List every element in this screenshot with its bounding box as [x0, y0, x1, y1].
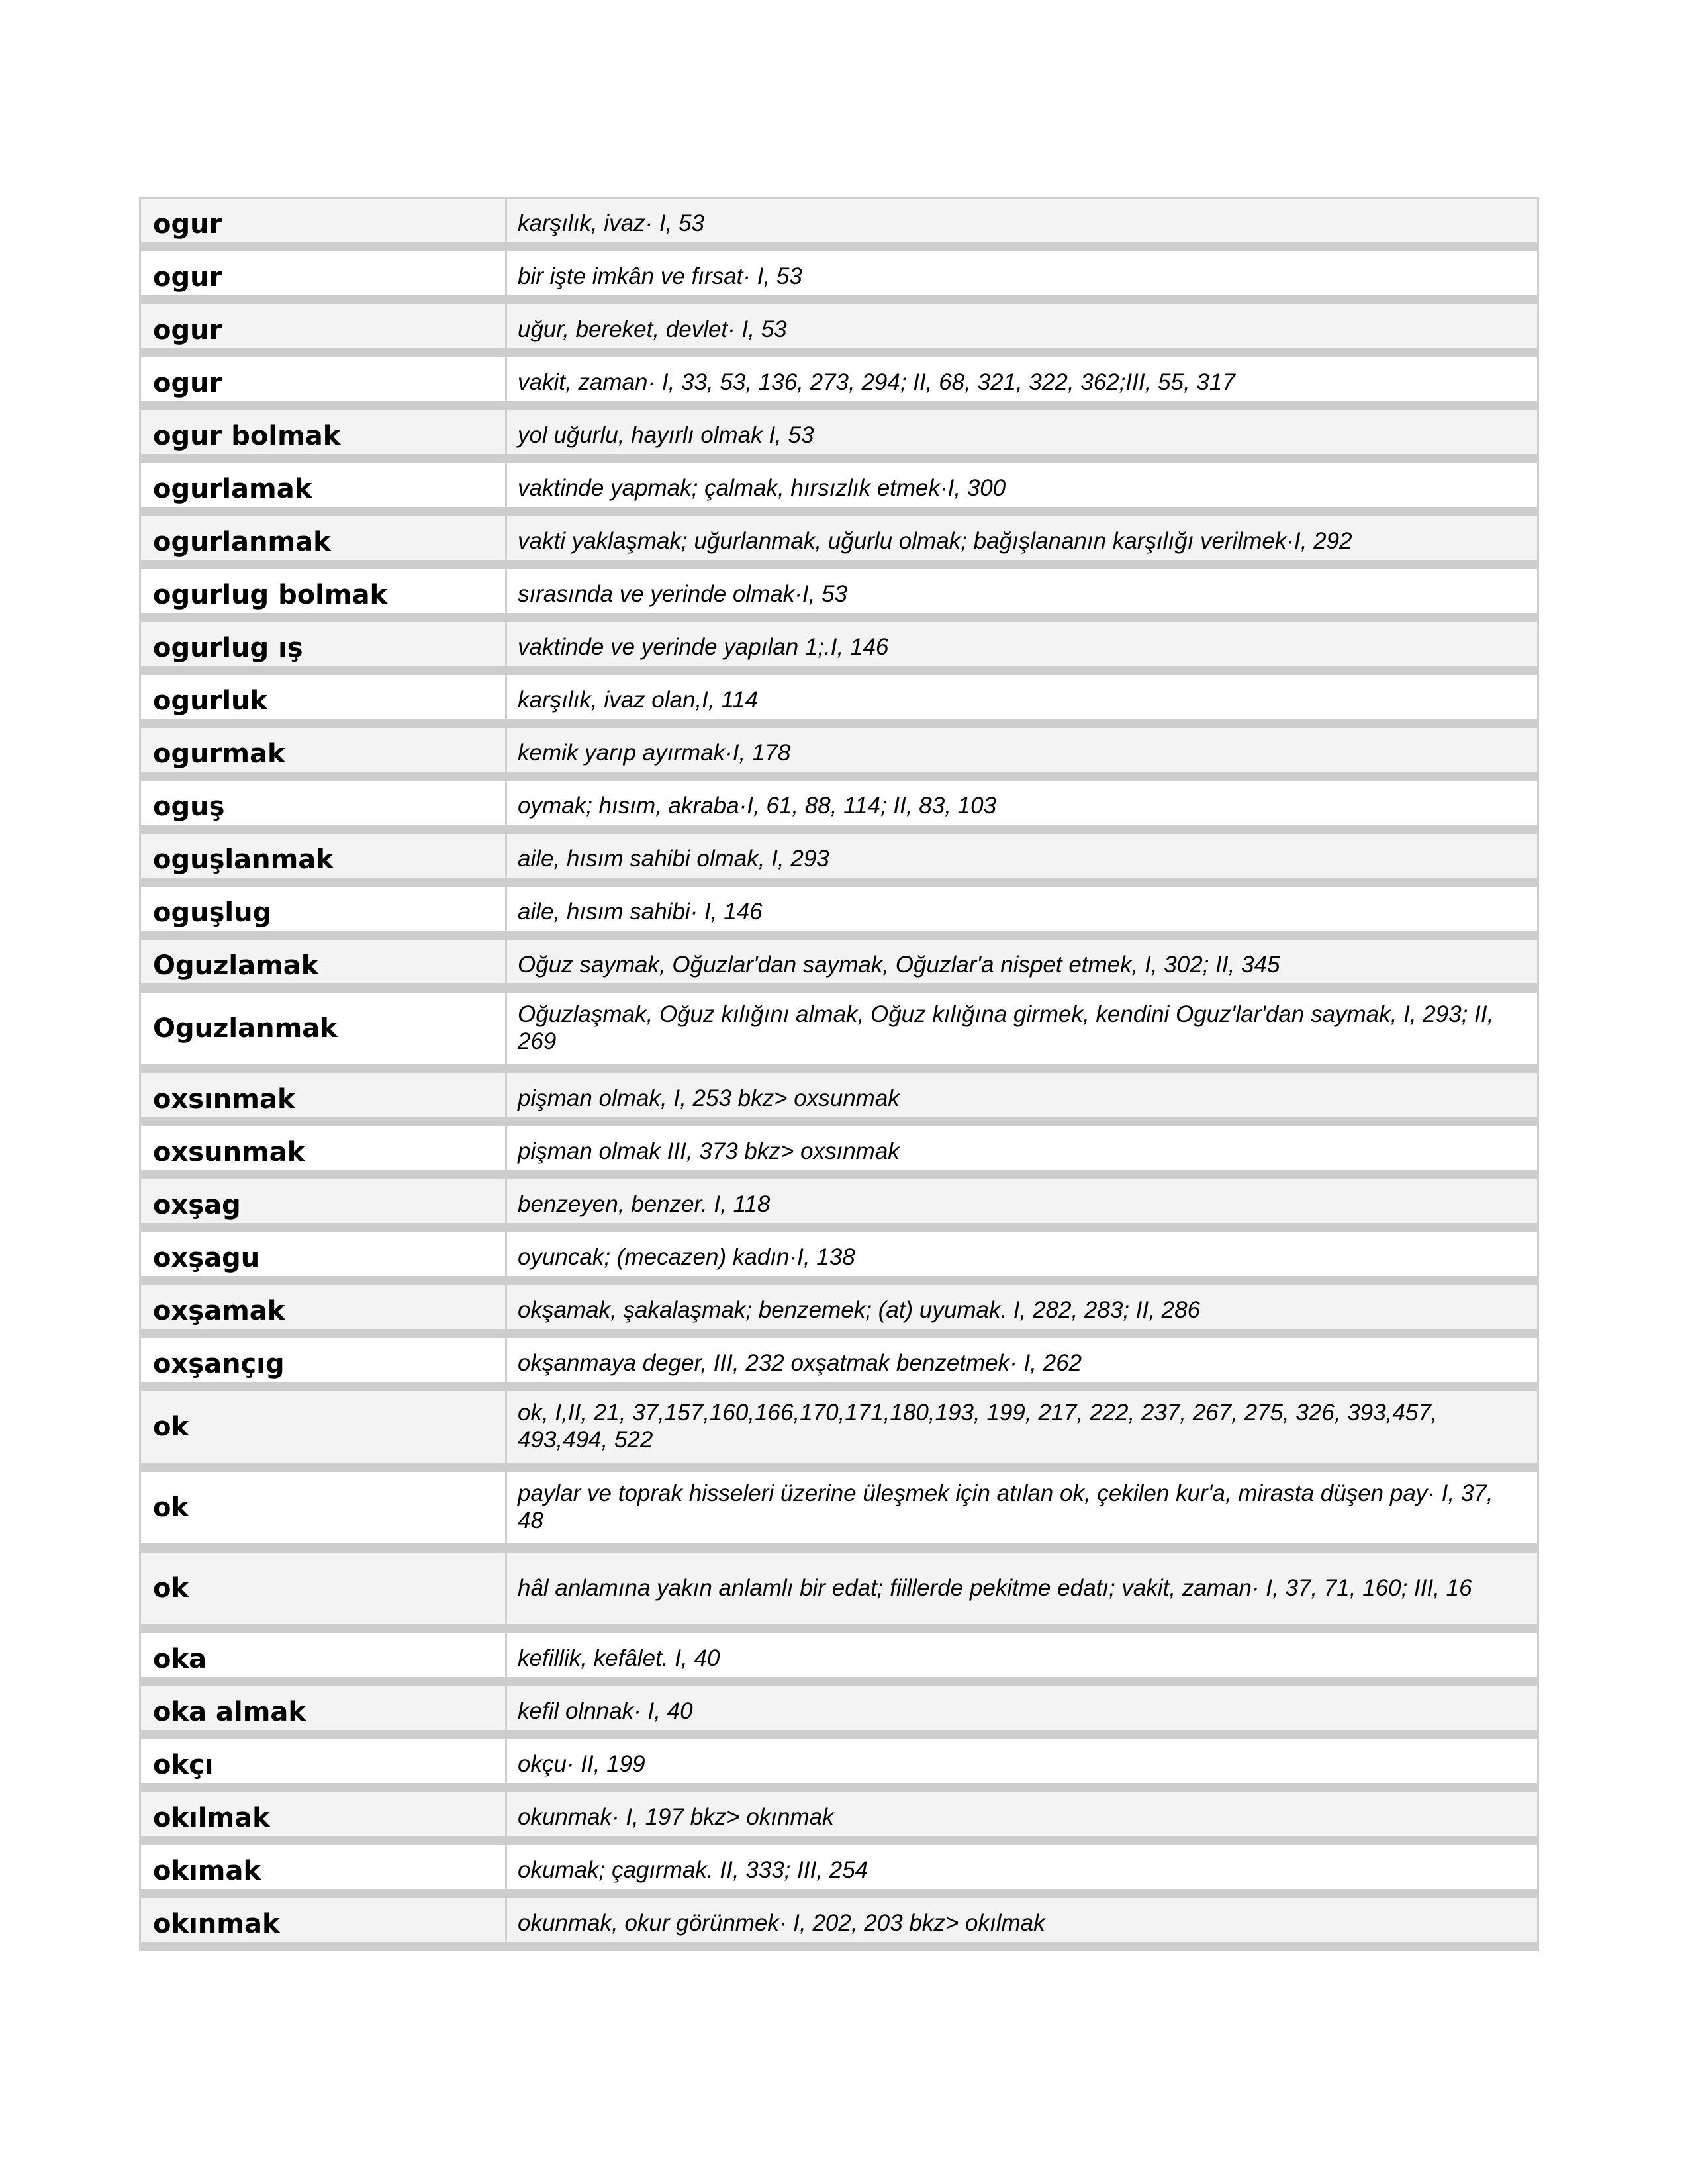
entry-definition: kemik yarıp ayırmak·I, 178	[507, 728, 1537, 772]
table-row	[141, 199, 1537, 251]
dictionary-table	[139, 197, 1539, 1951]
table-row	[141, 1073, 1537, 1126]
entry-term: oxsınmak	[141, 1073, 507, 1117]
entry-term: ok	[141, 1553, 507, 1624]
entry-definition: Oğuzlaşmak, Oğuz kılığını almak, Oğuz kılığına girmek, kendini Oguz'lar'dan saymak, I, 293; II, 269	[507, 993, 1537, 1064]
entry-term: ogurlug ış	[141, 622, 507, 666]
entry-term: oka almak	[141, 1686, 507, 1730]
entry-term: oxsunmak	[141, 1126, 507, 1170]
entry-definition: vaktinde ve yerinde yapılan 1;.I, 146	[507, 622, 1537, 666]
table-row	[141, 940, 1537, 993]
entry-term: ogur	[141, 251, 507, 295]
entry-definition: karşılık, ivaz olan,I, 114	[507, 675, 1537, 719]
table-row	[141, 251, 1537, 304]
entry-definition: paylar ve toprak hisseleri üzerine üleşmek için atılan ok, çekilen kur'a, mirasta düşen pay· I, 37, 48	[507, 1472, 1537, 1543]
table-row	[141, 675, 1537, 728]
entry-term: okınmak	[141, 1898, 507, 1942]
entry-definition: pişman olmak III, 373 bkz> oxsınmak	[507, 1126, 1537, 1170]
entry-term: oguşlanmak	[141, 834, 507, 878]
entry-definition: okşamak, şakalaşmak; benzemek; (at) uyumak. I, 282, 283; II, 286	[507, 1285, 1537, 1329]
entry-definition: Oğuz saymak, Oğuzlar'dan saymak, Oğuzlar'a nispet etmek, I, 302; II, 345	[507, 940, 1537, 983]
entry-definition: karşılık, ivaz· I, 53	[507, 199, 1537, 242]
entry-definition: kefillik, kefâlet. I, 40	[507, 1633, 1537, 1677]
entry-term: oxşagu	[141, 1232, 507, 1276]
entry-term: oxşançıg	[141, 1338, 507, 1382]
table-row	[141, 1553, 1537, 1633]
table-row	[141, 304, 1537, 357]
entry-term: ogur	[141, 304, 507, 348]
entry-definition: okçu· II, 199	[507, 1739, 1537, 1783]
entry-definition: pişman olmak, I, 253 bkz> oxsunmak	[507, 1073, 1537, 1117]
entry-term: Oguzlanmak	[141, 993, 507, 1064]
entry-definition: aile, hısım sahibi olmak, I, 293	[507, 834, 1537, 878]
table-row	[141, 1179, 1537, 1232]
table-row	[141, 1126, 1537, 1179]
entry-definition: okunmak· I, 197 bkz> okınmak	[507, 1792, 1537, 1836]
entry-term: okçı	[141, 1739, 507, 1783]
entry-term: oxşamak	[141, 1285, 507, 1329]
entry-term: okılmak	[141, 1792, 507, 1836]
table-row	[141, 357, 1537, 410]
table-row	[141, 1285, 1537, 1338]
table-row	[141, 1472, 1537, 1553]
entry-definition: vakit, zaman· I, 33, 53, 136, 273, 294; II, 68, 321, 322, 362;III, 55, 317	[507, 357, 1537, 401]
entry-term: ogurluk	[141, 675, 507, 719]
entry-term: Oguzlamak	[141, 940, 507, 983]
entry-term: ogurlanmak	[141, 516, 507, 560]
table-row	[141, 1686, 1537, 1739]
entry-definition: bir işte imkân ve fırsat· I, 53	[507, 251, 1537, 295]
entry-definition: aile, hısım sahibi· I, 146	[507, 887, 1537, 931]
table-row	[141, 1633, 1537, 1686]
entry-definition: benzeyen, benzer. I, 118	[507, 1179, 1537, 1223]
entry-definition: yol uğurlu, hayırlı olmak I, 53	[507, 410, 1537, 454]
entry-definition: vaktinde yapmak; çalmak, hırsızlık etmek·I, 300	[507, 463, 1537, 507]
entry-definition: okumak; çagırmak. II, 333; III, 254	[507, 1845, 1537, 1889]
table-row	[141, 993, 1537, 1073]
entry-term: ok	[141, 1472, 507, 1543]
entry-term: ogurlug bolmak	[141, 569, 507, 613]
table-row	[141, 1898, 1537, 1951]
table-row	[141, 463, 1537, 516]
entry-definition: vakti yaklaşmak; uğurlanmak, uğurlu olmak; bağışlananın karşılığı verilmek·I, 292	[507, 516, 1537, 560]
table-row	[141, 1338, 1537, 1391]
table-row	[141, 1792, 1537, 1845]
entry-definition: oymak; hısım, akraba·I, 61, 88, 114; II, 83, 103	[507, 781, 1537, 825]
table-row	[141, 1739, 1537, 1792]
table-row	[141, 410, 1537, 463]
table-row	[141, 728, 1537, 781]
entry-definition: oyuncak; (mecazen) kadın·I, 138	[507, 1232, 1537, 1276]
table-row	[141, 1845, 1537, 1898]
entry-definition: kefil olnnak· I, 40	[507, 1686, 1537, 1730]
entry-term: ogur bolmak	[141, 410, 507, 454]
entry-term: ogur	[141, 357, 507, 401]
entry-term: oxşag	[141, 1179, 507, 1223]
entry-term: ogurmak	[141, 728, 507, 772]
table-row	[141, 622, 1537, 675]
entry-definition: okunmak, okur görünmek· I, 202, 203 bkz> okılmak	[507, 1898, 1537, 1942]
table-row	[141, 781, 1537, 834]
entry-term: ogur	[141, 199, 507, 242]
entry-definition: sırasında ve yerinde olmak·I, 53	[507, 569, 1537, 613]
entry-term: oguşlug	[141, 887, 507, 931]
entry-definition: hâl anlamına yakın anlamlı bir edat; fiillerde pekitme edatı; vakit, zaman· I, 37, 71, 160; III, 16	[507, 1553, 1537, 1624]
table-row	[141, 1232, 1537, 1285]
table-row	[141, 1391, 1537, 1472]
entry-term: oguş	[141, 781, 507, 825]
entry-definition: uğur, bereket, devlet· I, 53	[507, 304, 1537, 348]
entry-term: okımak	[141, 1845, 507, 1889]
entry-term: ogurlamak	[141, 463, 507, 507]
table-row	[141, 834, 1537, 887]
table-row	[141, 569, 1537, 622]
entry-term: oka	[141, 1633, 507, 1677]
entry-definition: okşanmaya deger, III, 232 oxşatmak benzetmek· I, 262	[507, 1338, 1537, 1382]
entry-definition: ok, I,II, 21, 37,157,160,166,170,171,180,193, 199, 217, 222, 237, 267, 275, 326, 393,457, 493,494, 522	[507, 1391, 1537, 1463]
entry-term: ok	[141, 1391, 507, 1463]
table-row	[141, 516, 1537, 569]
table-row	[141, 887, 1537, 940]
